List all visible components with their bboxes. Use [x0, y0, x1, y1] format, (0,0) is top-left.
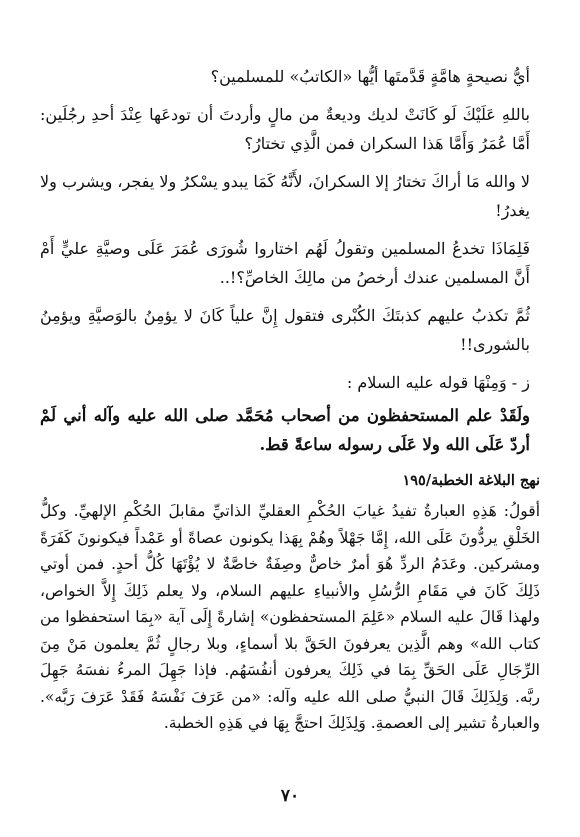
quote-text: ولَقَدْ علم المستحفظون من أصحاب مُحَمَّد صلى الله عليه وآله أني لَمْ أردّ عَلَى الله ولا عَلَى رسوله ساعةً قط. [40, 406, 530, 454]
commentary-text: أقولُ: هَذِهِ العبارةُ تفيدُ غيابَ الحُكْمِ العقليِّ الذاتيِّ مقابلَ الحُكْمِ الإلهيِّ. وكلُّ الخَلْقِ يردُّونَ عَلَى الله، إِمَّا جَهْلاً وهُمْ بِهَذا يكونون عصاةً أو عَمْداً فيكونونَ كَفَرَةً ومشركين. وعَدَمُ الردِّ هُوَ أمرٌ خاصٌّ وصِفَةٌ خاصَّةٌ لا يُؤْتَهَا كُلُّ أحدٍ. فمن أوتي ذَلِكَ كَانَ في مَقَامِ الرُّسُلِ والأنبياءِ عليهم السلام، ولا يعلم ذَلِكَ إِلاَّ الخواص، ولهذا قَالَ عليه السلام «عَلِمَ المستحفظون» إشارةً إِلَى آية «بِمَا استحفظوا من كتاب الله» وهم الَّذِين يعرفونَ الحَقَّ بلا أسماءٍ، وبلا رجالٍ ثُمَّ يعلمون مَنْ مِنَ الرِّجَالِ عَلَى الحَقِّ بِمَا في ذَلِكَ يعرفون أنفُسَهُم. فإذا جَهِلَ المرءُ نفسَهُ جَهِلَ ربَّه. وَلِذَلِكَ قَالَ النبيُّ صلى الله عليه وآله: «من عَرَفَ نَفْسَهُ فَقَدْ عَرَفَ رَبَّه». والعبارةُ تشير إلى العصمةِ. وَلِذَلِكَ احتجَّ بِهَا في هَذِهِ الخطبة. [40, 502, 540, 732]
paragraph-question: أيُّ نصيحةٍ هامَّةٍ قَدَّمتَها أيُّها «الكاتبُ» للمسلمين؟ [210, 67, 530, 86]
item-label: ز - وَمِنْهَا قوله عليه السلام : [346, 373, 530, 392]
page-number: ٧٠ [280, 786, 300, 806]
paragraph-choice: لا والله مَا أراكَ تختارُ إلا السكرانَ، لأَنَّهُ كَمَا يبدو يسْكرُ ولا يفجر، ويشرب ولا يغدرُ! [40, 172, 530, 220]
paragraph-deception: فَلِمَاذَا تخدعُ المسلمين وتقولُ لَهُم اختاروا شُورَى عُمَرَ عَلَى وصيَّةِ عليٍّ أَمْ أَنَّ المسلمين عندك أرخصُ من مالِكَ الخاصِّ؟!.. [40, 239, 530, 287]
source-heading: نهج البلاغة الخطبة/١٩٥ [402, 472, 540, 489]
paragraph-deposit: باللهِ عَلَيْكَ لَو كَانَتْ لديك وديعةٌ من مالٍ وأردتَ أن تودعَها عِنْدَ أحدِ رجُلَين: أَمَّا عُمَرُ وَأَمَّا هَذا السكران فمن الَّذِي تختارُ؟ [40, 105, 530, 153]
paragraph-lie: ثُمَّ تكذبُ عليهم كذبتَكَ الكُبْرى فتقول إِنَّ علياً كَانَ لا يؤمِنُ بالوَصيَّةِ ويؤمِنُ بالشورى!! [40, 306, 530, 354]
